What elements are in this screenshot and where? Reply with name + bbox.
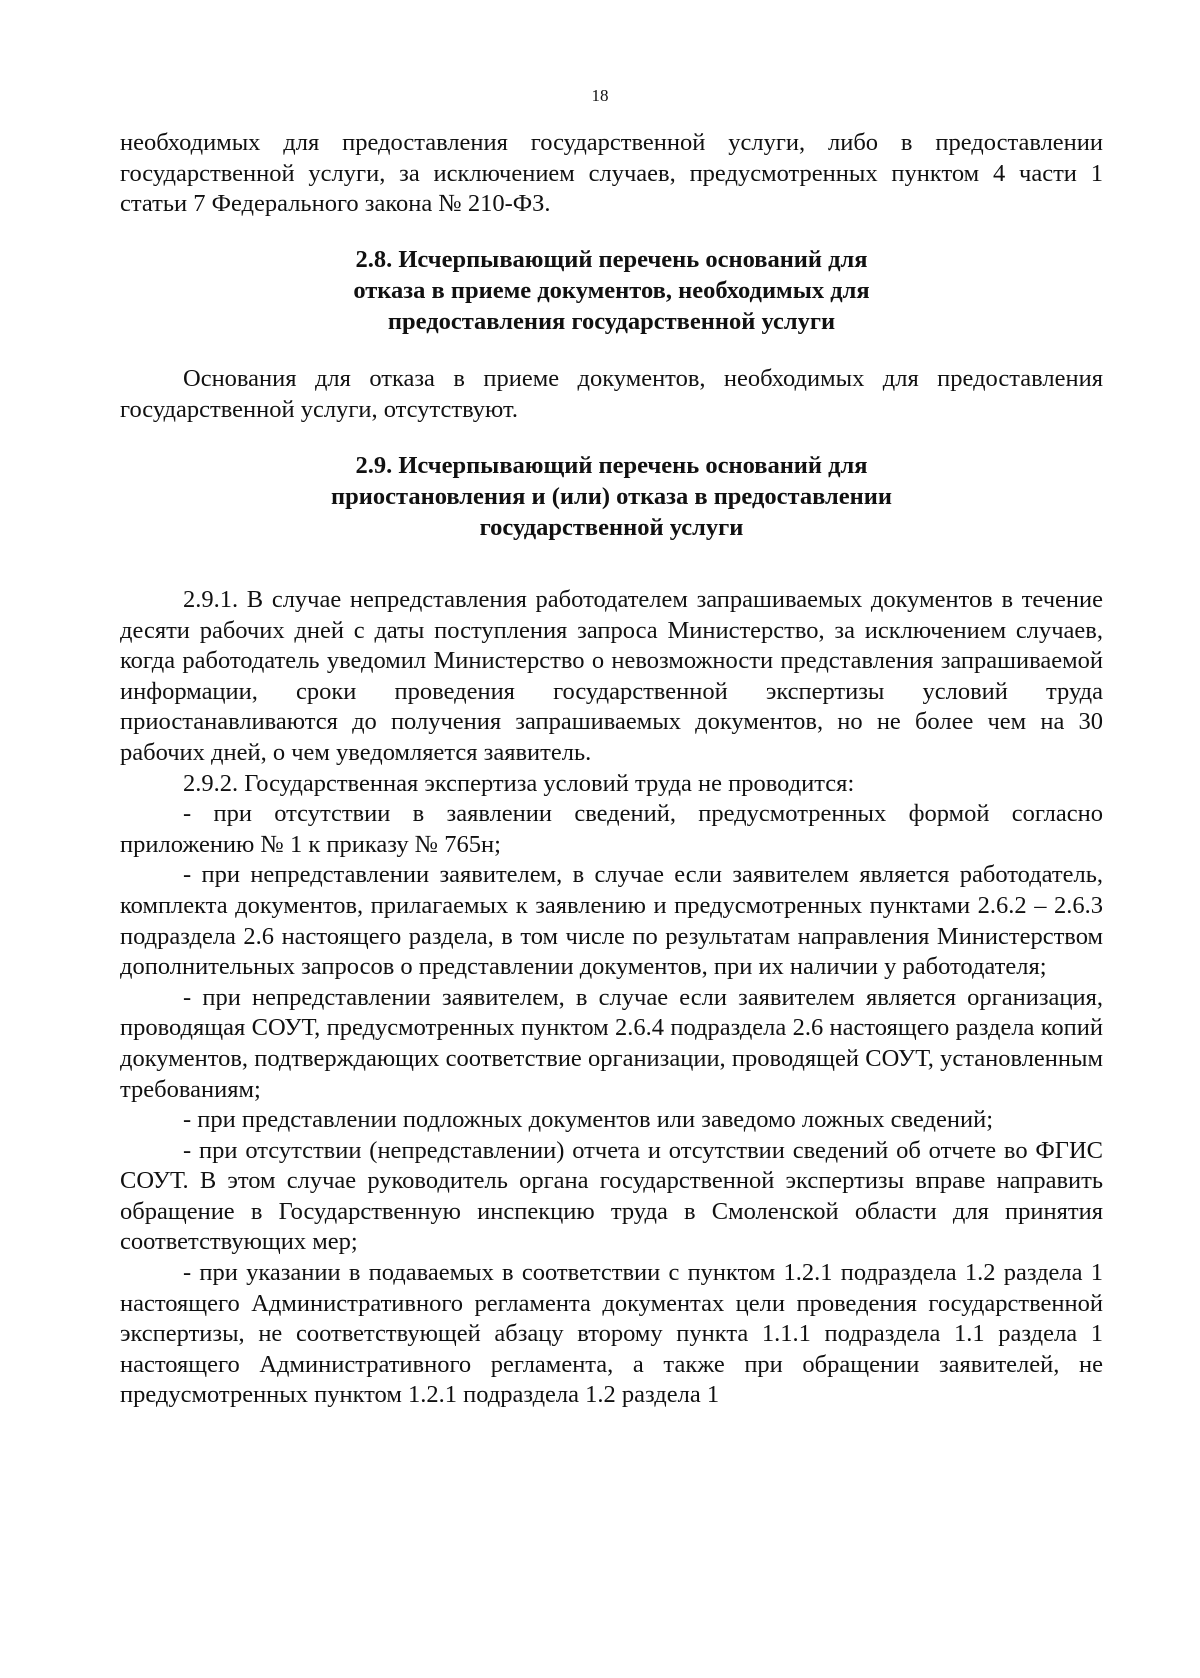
intro-paragraph: необходимых для предоставления государственной услуги, либо в предоставлении государственной услуги, за исключением случаев, предусмотренных пунктом 4 части 1 статьи 7 Федерального закона № 210-ФЗ. (120, 129, 1103, 218)
page-number: 18 (591, 86, 609, 105)
section-2-8-heading-line: предоставления государственной услуги (387, 308, 836, 335)
list-item-sout-organization-documents: - при непредставлении заявителем, в случае если заявителем является организация, проводящая СОУТ, предусмотренных пунктом 2.6.4 подраздела 2.6 настоящего раздела копий документов, подтверждающих соответствие организации, проводящей СОУТ, установленным требованиям; (120, 983, 1103, 1103)
list-item-employer-documents: - при непредставлении заявителем, в случае если заявителем является работодатель, комплекта документов, прилагаемых к заявлению и предусмотренных пунктами 2.6.2 – 2.6.3 подраздела 2.6 настоящего раздела, в том числе по результатам направления Министерством дополнительных запросов о представлении документов, при их наличии у работодателя; (120, 861, 1103, 981)
section-2-8-heading-line: отказа в приеме документов, необходимых для (353, 277, 870, 304)
section-2-8-body (120, 364, 1103, 425)
section-2-8-heading (120, 244, 1103, 337)
list-item-purpose-mismatch: - при указании в подаваемых в соответствии с пунктом 1.2.1 подраздела 1.2 раздела 1 настоящего Административного регламента документах цели проведения государственной экспертизы, не соответствующей абзацу второму пункта 1.1.1 подраздела 1.1 раздела 1 настоящего Административного регламента, а также при обращении заявителей, не предусмотренных пунктом 1.2.1 подраздела 1.2 раздела 1 (120, 1259, 1103, 1409)
section-2-9-heading-line: приостановления и (или) отказа в предоставлении (331, 483, 892, 510)
section-2-8-heading-line: 2.8. Исчерпывающий перечень оснований для (355, 246, 868, 273)
list-item-forged-documents: - при представлении подложных документов или заведомо ложных сведений; (183, 1106, 993, 1134)
section-2-9-heading-line: 2.9. Исчерпывающий перечень оснований для (355, 452, 868, 479)
list-item-missing-info: - при отсутствии в заявлении сведений, предусмотренных формой согласно приложению № 1 к приказу № 765н; (120, 800, 1103, 858)
paragraph-2-9-1: 2.9.1. В случае непредставления работодателем запрашиваемых документов в течение десяти рабочих дней с даты поступления запроса Министерство, за исключением случаев, когда работодатель уведомил Министерство о невозможности представления запрашиваемой информации, сроки проведения государственной экспертизы условий труда приостанавливаются до получения запрашиваемых документов, но не более чем на 30 рабочих дней, о чем уведомляется заявитель. (120, 586, 1103, 766)
intro-block (120, 128, 1103, 220)
section-2-8-paragraph: Основания для отказа в приеме документов, необходимых для предоставления государственной услуги, отсутствуют. (120, 365, 1103, 423)
section-2-9-heading (120, 450, 1103, 543)
section-2-9-heading-line: государственной услуги (479, 514, 744, 541)
section-2-9-body (120, 585, 1103, 1411)
paragraph-2-9-2: 2.9.2. Государственная экспертиза условий труда не проводится: (183, 769, 855, 797)
list-item-missing-report: - при отсутствии (непредставлении) отчета и отсутствии сведений об отчете во ФГИС СОУТ. В этом случае руководитель органа государственной экспертизы вправе направить обращение в Государственную инспекцию труда в Смоленской области для принятия соответствующих мер; (120, 1136, 1103, 1256)
